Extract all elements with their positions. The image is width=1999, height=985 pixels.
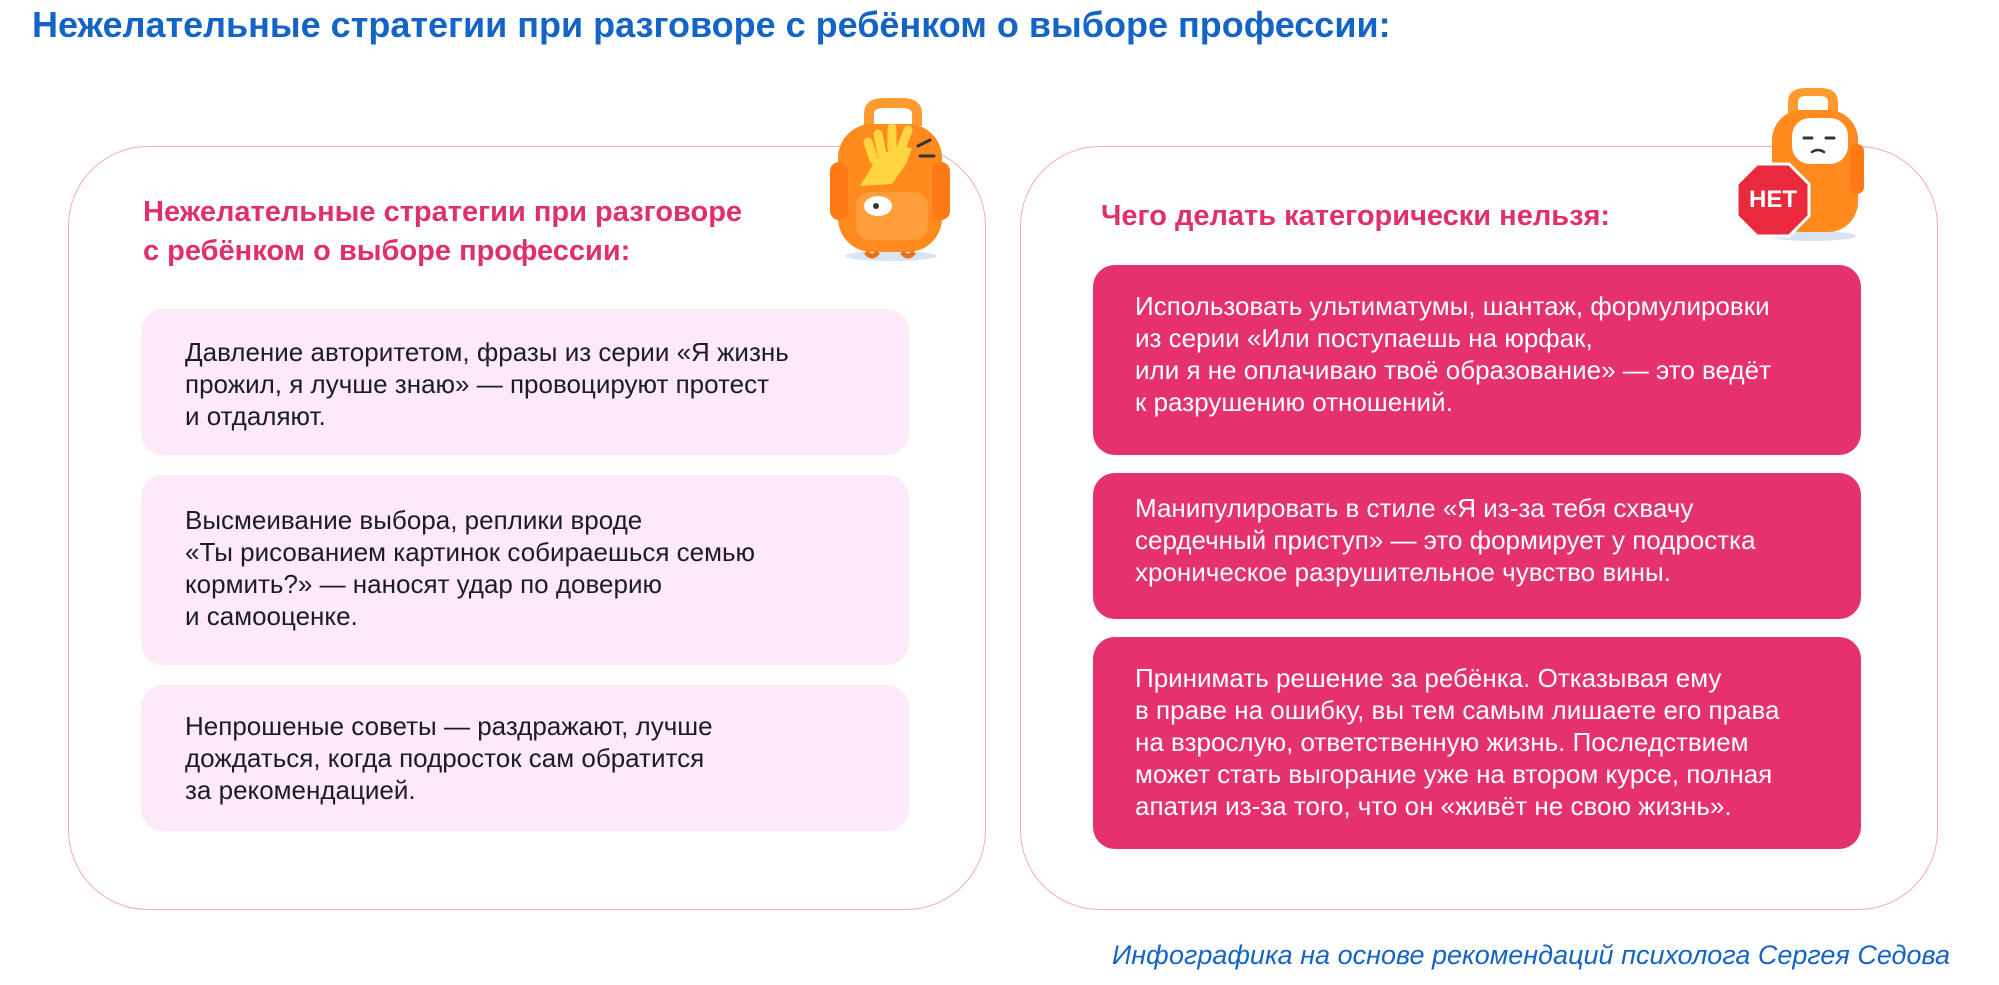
card-line: и самооценке. <box>185 600 358 631</box>
card-line: кормить?» — наносят удар по доверию <box>185 568 662 599</box>
card-line: в праве на ошибку, вы тем самым лишаете его права <box>1135 694 1780 725</box>
card-line: хроническое разрушительное чувство вины. <box>1135 556 1671 587</box>
right-card-3 <box>1093 637 1861 849</box>
backpack-facepalm-mascot-icon <box>816 94 956 264</box>
card-line: или я не оплачиваю твоё образование» — это ведёт <box>1135 354 1771 385</box>
card-line: сердечный приступ» — это формирует у подростка <box>1135 524 1756 555</box>
stop-sign-label: НЕТ <box>1749 186 1797 213</box>
card-line: Непрошеные советы — раздражают, лучше <box>185 711 713 741</box>
left-panel-heading <box>143 193 823 270</box>
card-line: и отдаляют. <box>185 400 326 431</box>
card-line: Давление авторитетом, фразы из серии «Я жизнь <box>185 337 789 367</box>
card-line: прожил, я лучше знаю» — провоцируют протест <box>185 368 769 399</box>
right-card-1 <box>1093 265 1861 455</box>
card-line: дождаться, когда подросток сам обратится <box>185 742 705 773</box>
left-card-3 <box>141 685 909 831</box>
right-panel <box>1020 146 1938 910</box>
stop-sign-icon <box>1735 162 1811 238</box>
footer-credit: Инфографика на основе рекомендаций психолога Сергея Седова <box>1111 940 1950 970</box>
card-line: может стать выгорание уже на втором курсе, полная <box>1135 758 1773 789</box>
right-card-2 <box>1093 473 1861 619</box>
page-title: Нежелательные стратегии при разговоре с ребёнком о выборе профессии: <box>32 4 1391 45</box>
card-line: за рекомендацией. <box>185 774 416 805</box>
card-line: «Ты рисованием картинок собираешься семью <box>185 536 756 567</box>
card-line: Принимать решение за ребёнка. Отказывая ему <box>1135 663 1722 693</box>
left-heading-line-2: с ребёнком о выборе профессии: <box>143 234 631 267</box>
card-line: Использовать ультиматумы, шантаж, формулировки <box>1135 291 1770 321</box>
card-line: на взрослую, ответственную жизнь. Последствием <box>1135 726 1749 757</box>
card-line: к разрушению отношений. <box>1135 386 1453 417</box>
card-line: из серии «Или поступаешь на юрфак, <box>1135 322 1593 353</box>
card-line: апатия из-за того, что он «живёт не свою жизнь». <box>1135 790 1732 821</box>
card-line: Высмеивание выбора, реплики вроде <box>185 505 643 535</box>
right-panel-heading: Чего делать категорически нельзя: <box>1101 200 1611 232</box>
left-heading-line-1: Нежелательные стратегии при разговоре <box>143 196 743 228</box>
card-line: Манипулировать в стиле «Я из-за тебя схвачу <box>1135 493 1694 523</box>
left-card-1 <box>141 309 909 455</box>
left-card-2 <box>141 475 909 665</box>
